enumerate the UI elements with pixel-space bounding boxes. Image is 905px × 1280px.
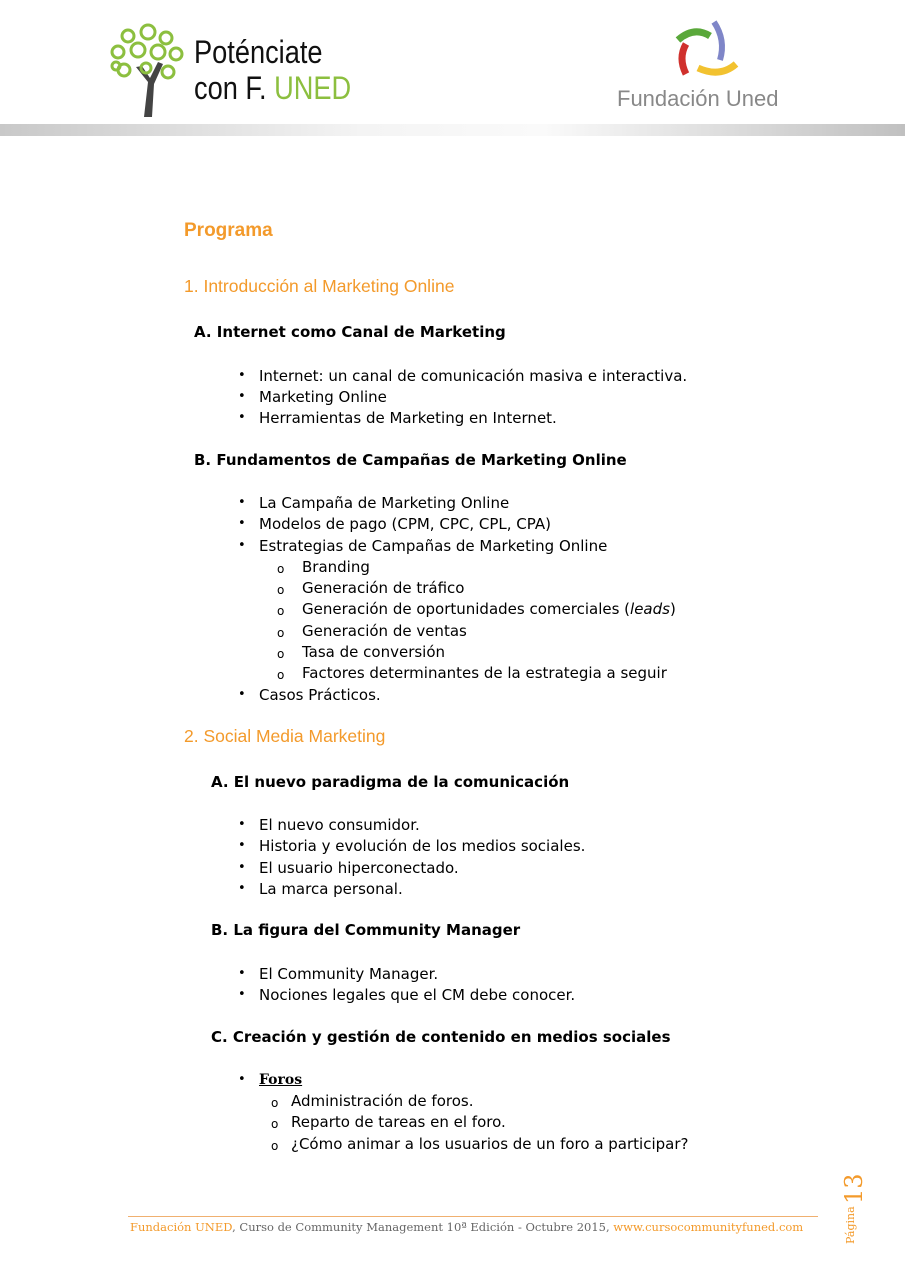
fundacion-uned-logo-icon	[670, 18, 740, 80]
bullet-icon: •	[238, 966, 246, 981]
sub-list-item: Tasa de conversión	[302, 643, 446, 661]
list-item: Nociones legales que el CM debe conocer.	[259, 986, 576, 1004]
logo-left-text: Poténciate con F. UNED	[194, 34, 352, 106]
tree-logo-icon	[108, 22, 188, 118]
subsection-heading: B. Fundamentos de Campañas de Marketing Online	[194, 451, 627, 469]
bullet-icon: •	[238, 860, 246, 875]
sub-bullet-icon: o	[277, 668, 285, 682]
bullet-icon: •	[238, 1072, 246, 1087]
page-title: Programa	[184, 220, 273, 241]
list-item: Internet: un canal de comunicación masiva e interactiva.	[259, 367, 688, 385]
sub-bullet-icon: o	[277, 604, 285, 618]
sub-list-item: Factores determinantes de la estrategia a seguir	[302, 664, 667, 682]
bullet-icon: •	[238, 881, 246, 896]
sub-bullet-icon: o	[277, 647, 285, 661]
bullet-icon: •	[238, 987, 246, 1002]
bullet-icon: •	[238, 389, 246, 404]
sub-list-item: Generación de oportunidades comerciales (leads)	[302, 600, 676, 618]
bullet-icon: •	[238, 538, 246, 553]
bullet-icon: •	[238, 495, 246, 510]
list-item: Estrategias de Campañas de Marketing Online	[259, 537, 608, 555]
bullet-icon: •	[238, 687, 246, 702]
sub-list-item: ¿Cómo animar a los usuarios de un foro a participar?	[291, 1135, 689, 1153]
list-item: Modelos de pago (CPM, CPC, CPL, CPA)	[259, 515, 551, 533]
bullet-icon: •	[238, 817, 246, 832]
bullet-icon: •	[238, 838, 246, 853]
list-item: Casos Prácticos.	[259, 686, 381, 704]
list-item: Historia y evolución de los medios sociales.	[259, 837, 586, 855]
subsection-heading: A. Internet como Canal de Marketing	[194, 323, 506, 341]
list-item: La marca personal.	[259, 880, 403, 898]
subsection-heading: B. La figura del Community Manager	[211, 921, 521, 939]
bullet-icon: •	[238, 368, 246, 383]
list-item-foros: Foros	[259, 1072, 303, 1088]
subsection-heading: C. Creación y gestión de contenido en medios sociales	[211, 1028, 671, 1046]
sub-bullet-icon: o	[277, 626, 285, 640]
page-number: Página 13	[840, 1173, 868, 1244]
logo-right-text: Fundación Uned	[617, 86, 779, 111]
bullet-icon: •	[238, 410, 246, 425]
subsection-heading: A. El nuevo paradigma de la comunicación	[211, 773, 570, 791]
header-band	[0, 124, 905, 136]
website-link[interactable]: www.cursocommunityfuned.com	[613, 1220, 804, 1234]
sub-bullet-icon: o	[271, 1117, 279, 1131]
section-heading: 2. Social Media Marketing	[184, 726, 386, 746]
sub-bullet-icon: o	[271, 1096, 279, 1110]
footer-divider	[128, 1216, 818, 1217]
sub-bullet-icon: o	[271, 1139, 279, 1153]
list-item: El usuario hiperconectado.	[259, 859, 459, 877]
list-item: La Campaña de Marketing Online	[259, 494, 510, 512]
sub-bullet-icon: o	[277, 562, 285, 576]
list-item: El nuevo consumidor.	[259, 816, 420, 834]
list-item: Herramientas de Marketing en Internet.	[259, 409, 557, 427]
footer: Fundación UNED, Curso de Community Management 10ª Edición - Octubre 2015, www.cursocommunityfuned.com	[130, 1220, 804, 1234]
sub-list-item: Branding	[302, 558, 370, 576]
sub-list-item: Reparto de tareas en el foro.	[291, 1113, 506, 1131]
sub-list-item: Administración de foros.	[291, 1092, 474, 1110]
list-item: El Community Manager.	[259, 965, 439, 983]
sub-bullet-icon: o	[277, 583, 285, 597]
section-heading: 1. Introducción al Marketing Online	[184, 276, 455, 296]
sub-list-item: Generación de tráfico	[302, 579, 465, 597]
sub-list-item: Generación de ventas	[302, 622, 467, 640]
bullet-icon: •	[238, 516, 246, 531]
list-item: Marketing Online	[259, 388, 387, 406]
